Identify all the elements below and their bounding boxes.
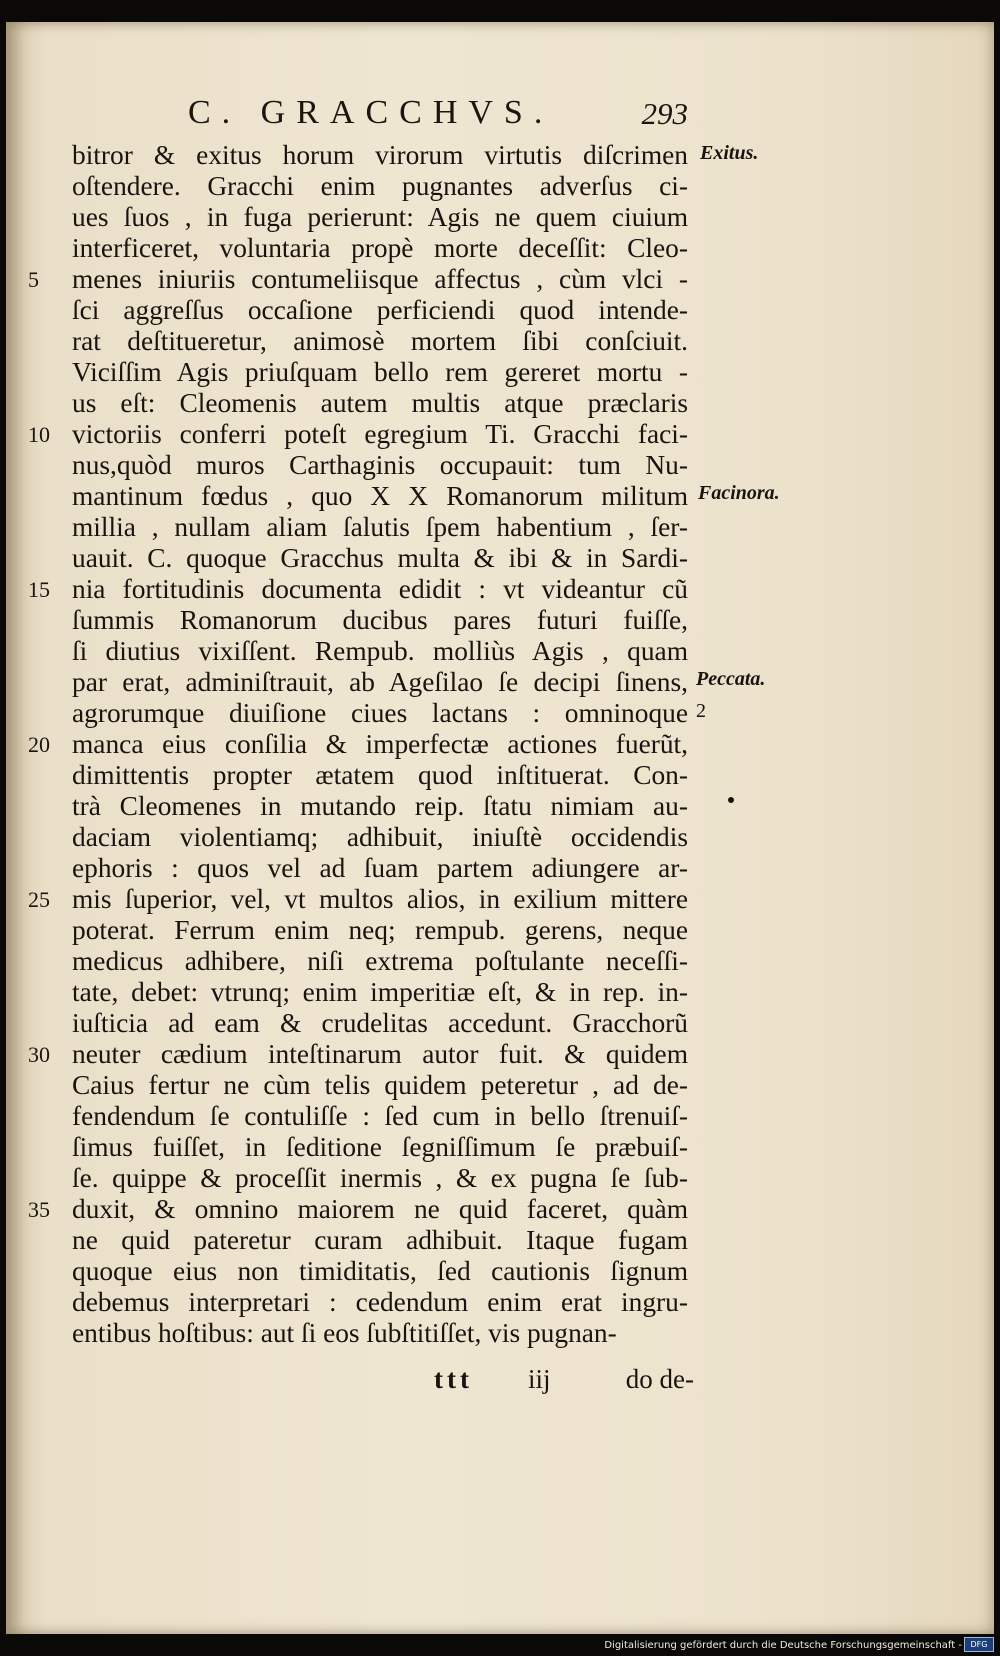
funding-credit: Digitalisierung gefördert durch die Deutsche Forschungsgemeinschaft - [604,1640,962,1651]
marginal-note-exitus: Exitus. [700,142,759,164]
line-text: quoque eius non timiditatis, ſed cautionis ſignum [72,1256,688,1286]
text-line [72,667,688,698]
page-header [188,94,688,140]
line-number: 20 [28,732,50,757]
line-text: trà Cleomenes in mutando reip. ſtatu nimiam au- [72,791,688,821]
text-line [72,481,688,512]
book-page [6,22,994,1634]
line-text: ſi diutius vixiſſent. Rempub. molliùs Agis , quam [72,636,688,666]
text-line [72,543,688,574]
line-text: ephoris : quos vel ad ſuam partem adiungere ar- [72,853,688,883]
text-line [72,450,688,481]
text-line [72,605,688,636]
line-text: us eſt: Cleomenis autem multis atque præclaris [72,388,688,418]
text-line [72,853,688,884]
footer-bar [0,1634,1000,1656]
line-text: nus,quòd muros Carthaginis occupauit: tum Nu- [72,450,688,480]
text-line [72,1132,688,1163]
line-text: uauit. C. quoque Gracchus multa & ibi & in Sardi- [72,543,688,573]
text-line [72,1225,688,1256]
text-line [28,574,688,605]
line-text: bitror & exitus horum virorum virtutis diſcrimen [72,140,688,170]
line-text: Caius fertur ne cùm telis quidem peteretur , ad de- [72,1070,688,1100]
line-text: manca eius conſilia & imperfectæ actiones fuerũt, [72,729,688,759]
text-line [72,822,688,853]
text-line [28,264,688,295]
text-line [72,1101,688,1132]
signature-mark: ttt [434,1364,473,1394]
text-line [72,946,688,977]
line-text: medicus adhibere, niſi extrema poſtulante neceſſi- [72,946,688,976]
line-number: 5 [28,267,39,292]
line-text: interficeret, voluntaria propè morte deceſſit: Cleo- [72,233,688,263]
line-text: rat deſtitueretur, animosè mortem ſibi conſciuit. [72,326,688,356]
line-text: daciam violentiamq; adhibuit, iniuſtè occidendis [72,822,688,852]
line-text: ſci aggreſſus occaſione perficiendi quod intende- [72,295,688,325]
text-line [28,1194,688,1225]
line-text: millia , nullam aliam ſalutis ſpem habentium , ſer- [72,512,688,542]
text-line [72,388,688,419]
text-line [28,419,688,450]
line-text: menes iniuriis contumeliisque affectus , cùm vlci - [72,264,688,294]
running-title: C. GRACCHVS. [188,94,554,131]
line-text: agrorumque diuiſione ciues lactans : omninoque [72,698,688,728]
marginal-number: 2 [696,700,706,722]
line-text: tate, debet: vtrunq; enim imperitiæ eſt, & in rep. in- [72,977,688,1007]
catchword: do de- [625,1364,694,1394]
line-text: victoriis conferri poteſt egregium Ti. Gracchi faci- [72,419,688,449]
text-line [72,1070,688,1101]
text-line [72,791,688,822]
text-line [72,1163,688,1194]
dfg-logo: DFG [964,1637,994,1652]
line-number: 30 [28,1042,50,1067]
text-line [72,326,688,357]
line-number: 15 [28,577,50,602]
line-text: mis ſuperior, vel, vt multos alios, in exilium mittere [72,884,688,914]
line-text: debemus interpretari : cedendum enim erat ingru- [72,1287,688,1317]
text-line [72,140,688,171]
line-number: 25 [28,887,50,912]
text-line [72,233,688,264]
line-text: par erat, adminiſtrauit, ab Ageſilao ſe decipi ſinens, [72,667,688,697]
main-text-block [28,140,688,1349]
line-text: duxit, & omnino maiorem ne quid faceret, quàm [72,1194,688,1224]
text-line [28,729,688,760]
line-text: iuſticia ad eam & crudelitas accedunt. Gracchorũ [72,1008,688,1038]
line-text: neuter cædium inteſtinarum autor fuit. & quidem [72,1039,688,1069]
line-text: dimittentis propter ætatem quod inſtituerat. Con- [72,760,688,790]
line-number: 35 [28,1197,50,1222]
text-line [72,357,688,388]
line-text: mantinum fœdus , quo X X Romanorum militum [72,481,688,511]
line-text: entibus hoſtibus: aut ſi eos ſubſtitiſſet, vis pugnan- [72,1318,617,1348]
text-line [72,1287,688,1318]
marginal-note-peccata: Peccata. [696,668,766,690]
text-line [72,295,688,326]
line-text: nia fortitudinis documenta edidit : vt videantur cũ [72,574,688,604]
line-text: fendendum ſe contuliſſe : ſed cum in bello ſtrenuiſ- [72,1101,688,1131]
text-line [28,884,688,915]
marginal-dot [728,797,734,803]
line-text: ues ſuos , in fuga perierunt: Agis ne quem ciuium [72,202,688,232]
line-text: ſimus fuiſſet, in ſeditione ſegniſſimum ſe præbuiſ- [72,1132,688,1162]
line-text: ſummis Romanorum ducibus pares futuri fuiſſe, [72,605,688,635]
text-line [72,202,688,233]
line-text: oſtendere. Gracchi enim pugnantes adverſus ci- [72,171,688,201]
line-number: 10 [28,422,50,447]
text-line [72,915,688,946]
text-line [72,636,688,667]
text-line [72,698,688,729]
text-line [72,760,688,791]
text-line [72,171,688,202]
line-text: ne quid pateretur curam adhibuit. Itaque fugam [72,1225,688,1255]
page-number: 293 [641,96,688,131]
line-text: Viciſſim Agis priuſquam bello rem gereret mortu - [72,357,688,387]
catchword-line [434,1364,694,1398]
text-line [72,1256,688,1287]
text-line [72,1318,688,1349]
text-line [72,977,688,1008]
text-line [72,512,688,543]
line-text: poterat. Ferrum enim neq; rempub. gerens, neque [72,915,688,945]
signature-number: iij [528,1364,551,1394]
text-line [72,1008,688,1039]
text-line [28,1039,688,1070]
line-text: ſe. quippe & proceſſit inermis , & ex pugna ſe ſub- [72,1163,688,1193]
marginal-note-facinora: Facinora. [698,482,780,504]
